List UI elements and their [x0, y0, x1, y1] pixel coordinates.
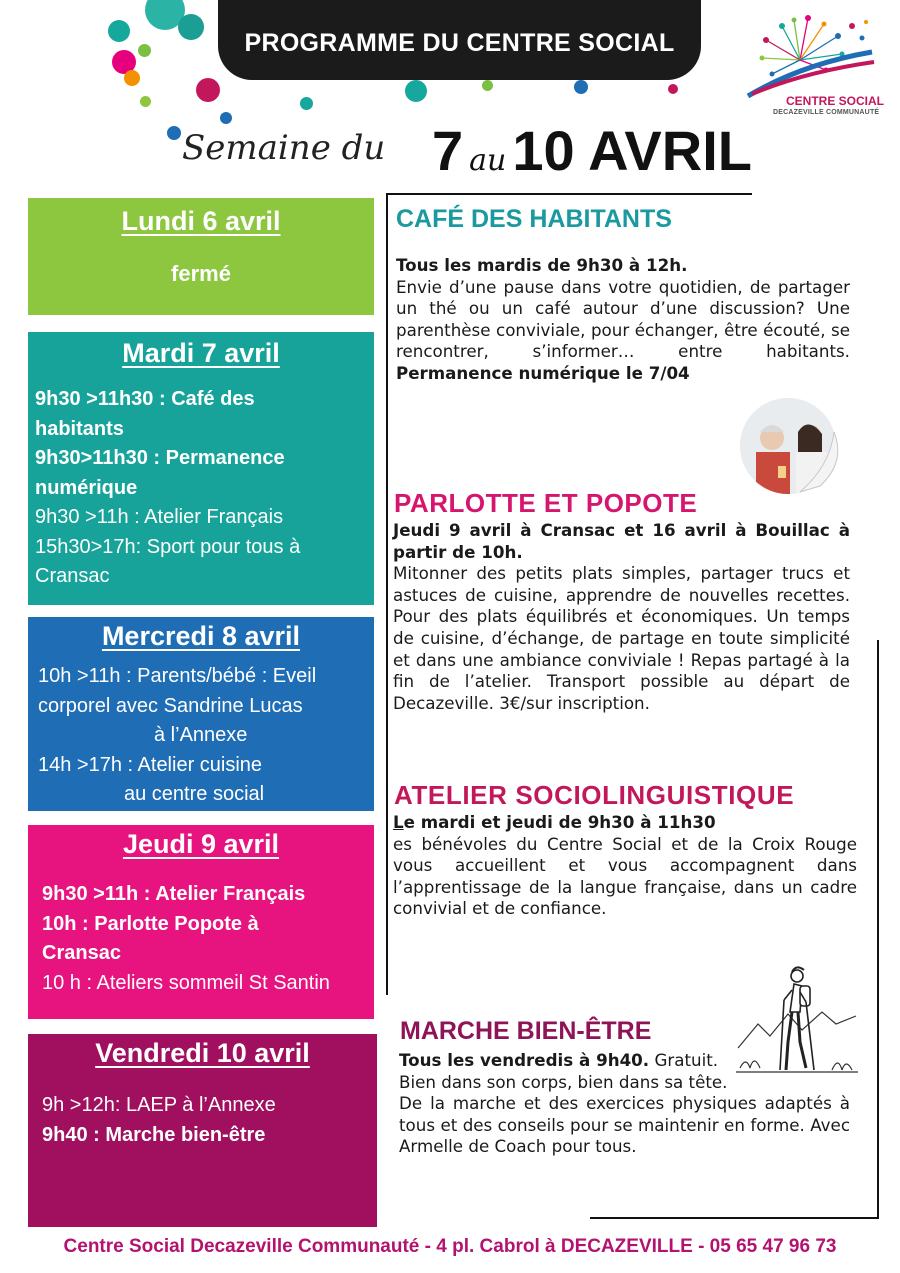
section-body-cafe	[396, 255, 850, 385]
section-text: De la marche et des exercices physiques adaptés à tous et des conseils pour se maintenir en forme. Avec Armelle de Coach pour tous.	[399, 1093, 850, 1157]
section-text: Mitonner des petits plats simples, partager trucs et astuces de cuisine, apprendre de nouvelles recettes. Pour des plats équilibrés et économiques. Un temps de cuisine, d’échange, de partage en toute simplicité et dans une ambiance conviviale ! Repas partagé à la fin de l’atelier. Transport possible au départ de Decazeville. 3€/sur inscription.	[393, 563, 850, 713]
section-body-marche	[399, 1050, 850, 1158]
section-lead	[393, 812, 857, 834]
section-lead	[399, 1050, 850, 1072]
schedule-line: 15h30>17h: Sport pour tous à	[35, 535, 301, 558]
schedule-line: 9h30>11h30 : Permanence	[35, 447, 285, 469]
section-lead: Tous les mardis de 9h30 à 12h.	[396, 255, 688, 275]
schedule-line: Cransac	[42, 942, 121, 964]
footer-contact: Centre Social Decazeville Communauté - 4 pl. Cabrol à DECAZEVILLE - 05 65 47 96 73	[63, 1236, 837, 1257]
day-status: fermé	[171, 261, 231, 286]
schedule-line: à l’Annexe	[154, 724, 248, 746]
lead-after: Gratuit.	[649, 1050, 719, 1070]
dot	[124, 70, 140, 86]
lead-bold: Tous les vendredis à 9h40.	[399, 1050, 650, 1070]
schedule-line: 9h >12h: LAEP à l’Annexe	[42, 1094, 276, 1116]
schedule-line: corporel avec Sandrine Lucas	[38, 694, 303, 717]
dot	[178, 14, 204, 40]
day-title: Mercredi 8 avril	[101, 621, 301, 651]
section-title-parlotte: PARLOTTE ET POPOTE	[394, 488, 698, 518]
schedule-line: Cransac	[35, 565, 110, 587]
schedule-line: 10 h : Ateliers sommeil St Santin	[42, 971, 330, 994]
date-to: 10 AVRIL	[512, 119, 752, 182]
dot	[167, 126, 181, 140]
schedule-line: numérique	[35, 476, 138, 499]
logo-subtitle: DECAZEVILLE COMMUNAUTÉ	[773, 109, 880, 116]
divider-top-horizontal	[386, 193, 752, 195]
section-body-parlotte	[393, 520, 850, 714]
schedule-line: au centre social	[124, 783, 265, 805]
schedule-line: 14h >17h : Atelier cuisine	[38, 753, 263, 776]
week-label: Semaine du	[182, 128, 386, 168]
dot	[482, 80, 493, 91]
day-card-jeudi	[28, 825, 374, 1019]
divider-left-vertical	[386, 193, 388, 995]
day-card-lundi	[28, 198, 374, 315]
section-lead: Jeudi 9 avril à Cransac et 16 avril à Bouillac à partir de 10h.	[393, 520, 850, 562]
schedule-line: 9h30 >11h : Atelier Français	[42, 883, 306, 905]
date-from: 7	[432, 119, 464, 182]
day-card-mercredi	[28, 617, 374, 811]
schedule-line: 10h >11h : Parents/bébé : Eveil	[38, 665, 317, 687]
schedule-line: 10h : Parlotte Popote à	[42, 912, 259, 935]
dot	[220, 112, 232, 124]
lead-rest: e mardi et jeudi de 9h30 à 11h30	[403, 812, 716, 832]
lead-initial: L	[393, 812, 404, 832]
day-title: Lundi 6 avril	[121, 206, 281, 236]
dot	[300, 97, 313, 110]
schedule-line: 9h30 >11h : Atelier Français	[35, 506, 284, 528]
logo-title: CENTRE SOCIAL	[786, 94, 885, 108]
divider-bottom-horizontal	[590, 1217, 879, 1219]
week-dates	[432, 118, 752, 183]
cafe-photo-image	[734, 396, 850, 496]
date-au: au	[469, 143, 507, 178]
schedule-line: 9h30 >11h30 : Café des	[35, 388, 255, 410]
day-title: Jeudi 9 avril	[122, 829, 280, 859]
dot	[574, 80, 588, 94]
dot	[138, 44, 151, 57]
schedule-line: habitants	[35, 417, 124, 440]
section-body-atelier	[393, 812, 857, 920]
day-card-mardi	[28, 332, 374, 605]
dot	[140, 96, 151, 107]
section-title-atelier: ATELIER SOCIOLINGUISTIQUE	[394, 780, 795, 810]
logo-burst-icon	[742, 14, 882, 98]
section-title-marche: MARCHE BIEN-ÊTRE	[400, 1017, 652, 1045]
dot	[108, 20, 130, 42]
day-title: Vendredi 10 avril	[95, 1038, 310, 1068]
schedule-line: 9h40 : Marche bien-être	[42, 1123, 266, 1146]
section-line: Bien dans son corps, bien dans sa tête.	[399, 1071, 728, 1092]
dot	[405, 80, 427, 102]
divider-right-vertical	[877, 640, 879, 1218]
day-title: Mardi 7 avril	[122, 338, 280, 368]
section-text: es bénévoles du Centre Social et de la Croix Rouge vous accueillent et vous accompagnent dans l’apprentissage de la langue française, dans un cadre convivial et de confiance.	[393, 833, 857, 919]
section-title-cafe: CAFÉ DES HABITANTS	[396, 205, 672, 233]
dot	[196, 78, 220, 102]
section-extra: Permanence numérique le 7/04	[396, 362, 690, 383]
day-card-vendredi	[28, 1034, 377, 1227]
header-banner: PROGRAMME DU CENTRE SOCIAL	[218, 0, 701, 80]
section-text: Envie d’une pause dans votre quotidien, de partager un thé ou un café autour d’une discussion? Une parenthèse conviviale, pour échanger, être écouté, se rencontrer, s’informer… entre habitants.	[396, 276, 850, 362]
dot	[668, 84, 678, 94]
